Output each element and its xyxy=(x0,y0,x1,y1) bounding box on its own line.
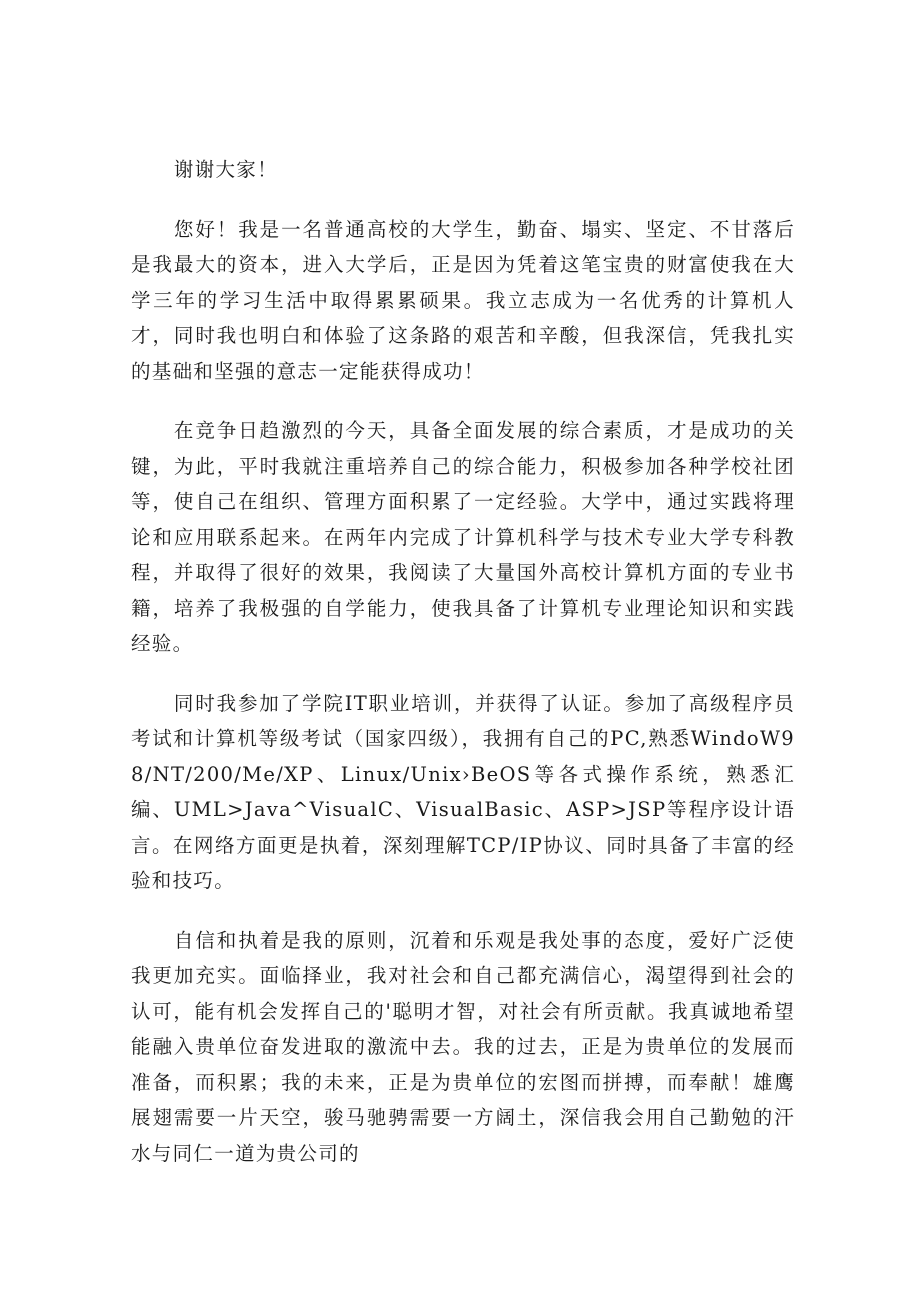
paragraph-technical-skills: 同时我参加了学院IT职业培训，并获得了认证。参加了高级程序员考试和计算机等级考试（国家四级），我拥有自己的PC,熟悉WindoW98∕NT∕200∕Me/XP、Linux∕Unix›BeOS等各式操作系统，熟悉汇编、UML>Java^VisualC、VisualBasic、ASP>JSP等程序设计语言。在网络方面更是执着，深刻理解TCP/IP协议、同时具备了丰富的经验和技巧。 xyxy=(131,691,795,892)
paragraph-abilities: 在竞争日趋激烈的今天，具备全面发展的综合素质，才是成功的关键，为此，平时我就注重培养自己的综合能力，积极参加各种学校社团等，使自己在组织、管理方面积累了一定经验。大学中，通过实践将理论和应用联系起来。在两年内完成了计算机科学与技术专业大学专科教程，并取得了很好的效果，我阅读了大量国外高校计算机方面的专业书籍，培养了我极强的自学能力，使我具备了计算机专业理论知识和实践经验。 xyxy=(131,419,795,655)
paragraph-aspirations: 自信和执着是我的原则，沉着和乐观是我处事的态度，爱好广泛使我更加充实。面临择业，我对社会和自己都充满信心，渴望得到社会的认可，能有机会发挥自己的'聪明才智，对社会有所贡献。我真诚地希望能融入贵单位奋发进取的激流中去。我的过去，正是为贵单位的发展而准备，而积累；我的未来，正是为贵单位的宏图而拼搏，而奉献！雄鹰展翅需要一片天空，骏马驰骋需要一方阔土，深信我会用自己勤勉的汗水与同仁一道为贵公司的 xyxy=(131,928,795,1165)
paragraph-thanks: 谢谢大家！ xyxy=(173,158,278,181)
document-body xyxy=(131,152,795,1171)
paragraph-introduction: 您好！我是一名普通高校的大学生，勤奋、塌实、坚定、不甘落后是我最大的资本，进入大学后，正是因为凭着这笔宝贵的财富使我在大学三年的学习生活中取得累累硕果。我立志成为一名优秀的计算机人才，同时我也明白和体验了这条路的艰苦和辛酸，但我深信，凭我扎实的基础和坚强的意志一定能获得成功！ xyxy=(131,217,795,383)
